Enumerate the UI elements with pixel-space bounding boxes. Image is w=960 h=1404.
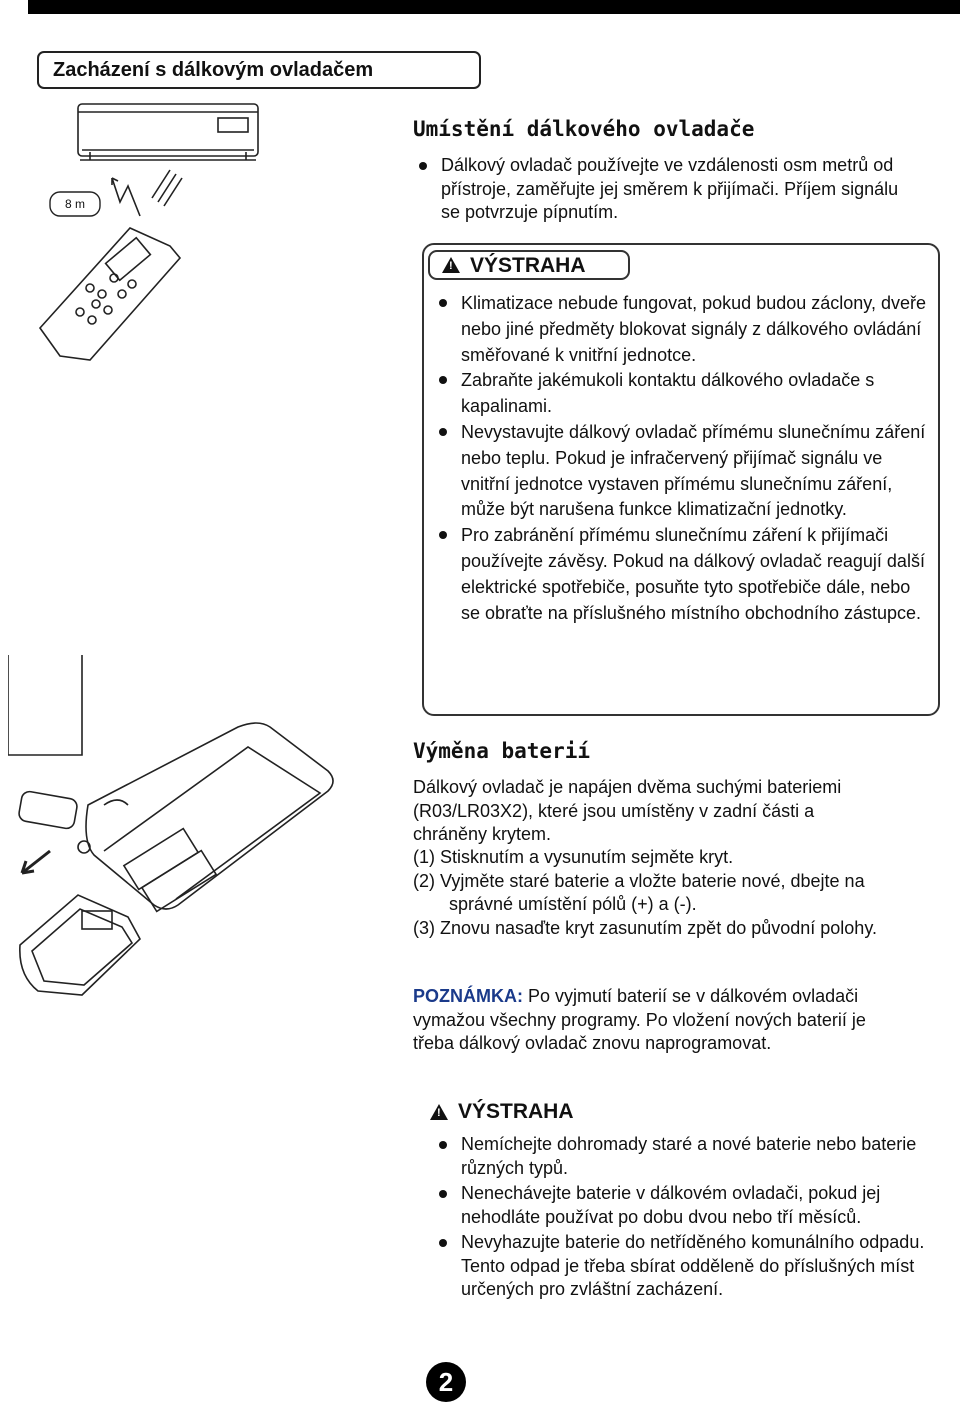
step-item: (2) Vyjměte staré baterie a vložte baterie nové, dbejte na správné umístění pólů (+) a (-). [413,870,865,914]
batteries-intro: Dálkový ovladač je napájen dvěma suchými bateriemi (R03/LR03X2), které jsou umístěny v zadní části a chráněny krytem. [413,777,842,844]
distance-label: 8 m [64,197,85,211]
warning-title: VÝSTRAHA [458,1100,574,1123]
placement-list [441,154,911,225]
placement-heading: Umístění dálkového ovladače [413,117,755,141]
warning-label [428,250,630,280]
warning-item: Nenechávejte baterie v dálkovém ovladači, pokud jej nehodláte používat po dobu dvou nebo tří měsíců. [461,1182,941,1229]
warning-title: VÝSTRAHA [470,254,586,277]
warning-label [428,1097,630,1127]
remote-placement-illustration [20,98,400,368]
warning-item: Nevyhazujte baterie do netříděného komunálního odpadu. Tento odpad je třeba sbírat odděleně do příslušných míst určených pro zvláštní zacházení. [461,1231,941,1302]
batteries-steps [413,846,883,940]
battery-replacement-illustration [8,655,348,1005]
warning-icon [430,1104,448,1120]
section-title: Zacházení s dálkovým ovladačem [37,51,481,89]
header-bar [28,0,960,14]
warning-icon [442,257,460,273]
warning-item: Nevystavujte dálkový ovladač přímému slunečnímu záření nebo teplu. Pokud je infračervený přijímač signálu ve vnitřní jednotce vystaven přímému slunečnímu záření, může být narušena funkce klimatizační jednotky. [461,420,931,523]
page-number: 2 [426,1362,466,1402]
warning-item: Pro zabránění přímému slunečnímu záření k přijímači používejte závěsy. Pokud na dálkový ovladač reagují další elektrické spotřebiče, posuňte tyto spotřebiče dále, nebo se obraťte na příslušného místního obchodního zástupce. [461,523,931,626]
note [413,985,883,1056]
warning-item: Zabraňte jakémukoli kontaktu dálkového ovladače s kapalinami. [461,368,931,420]
warning-list [461,291,931,626]
warning-list [461,1133,941,1302]
warning-item: Nemíchejte dohromady staré a nové baterie nebo baterie různých typů. [461,1133,941,1180]
step-item: (1) Stisknutím a vysunutím sejměte kryt. [413,847,734,867]
note-label: POZNÁMKA: [413,986,523,1006]
warning-item: Klimatizace nebude fungovat, pokud budou záclony, dveře nebo jiné předměty blokovat signály z dálkového ovládání směřované k vnitřní jednotce. [461,291,931,368]
note-text: Po vyjmutí baterií se v dálkovém ovladači vymažou všechny programy. Po vložení nových baterií je třeba dálkový ovladač znovu naprogramovat. [413,986,866,1053]
batteries-heading: Výměna baterií [413,739,591,763]
placement-item: Dálkový ovladač používejte ve vzdálenosti osm metrů od přístroje, zaměřujte jej směrem k přijímači. Příjem signálu se potvrzuje pípnutím. [441,154,911,225]
step-item: (3) Znovu nasaďte kryt zasunutím zpět do původní polohy. [413,917,877,938]
